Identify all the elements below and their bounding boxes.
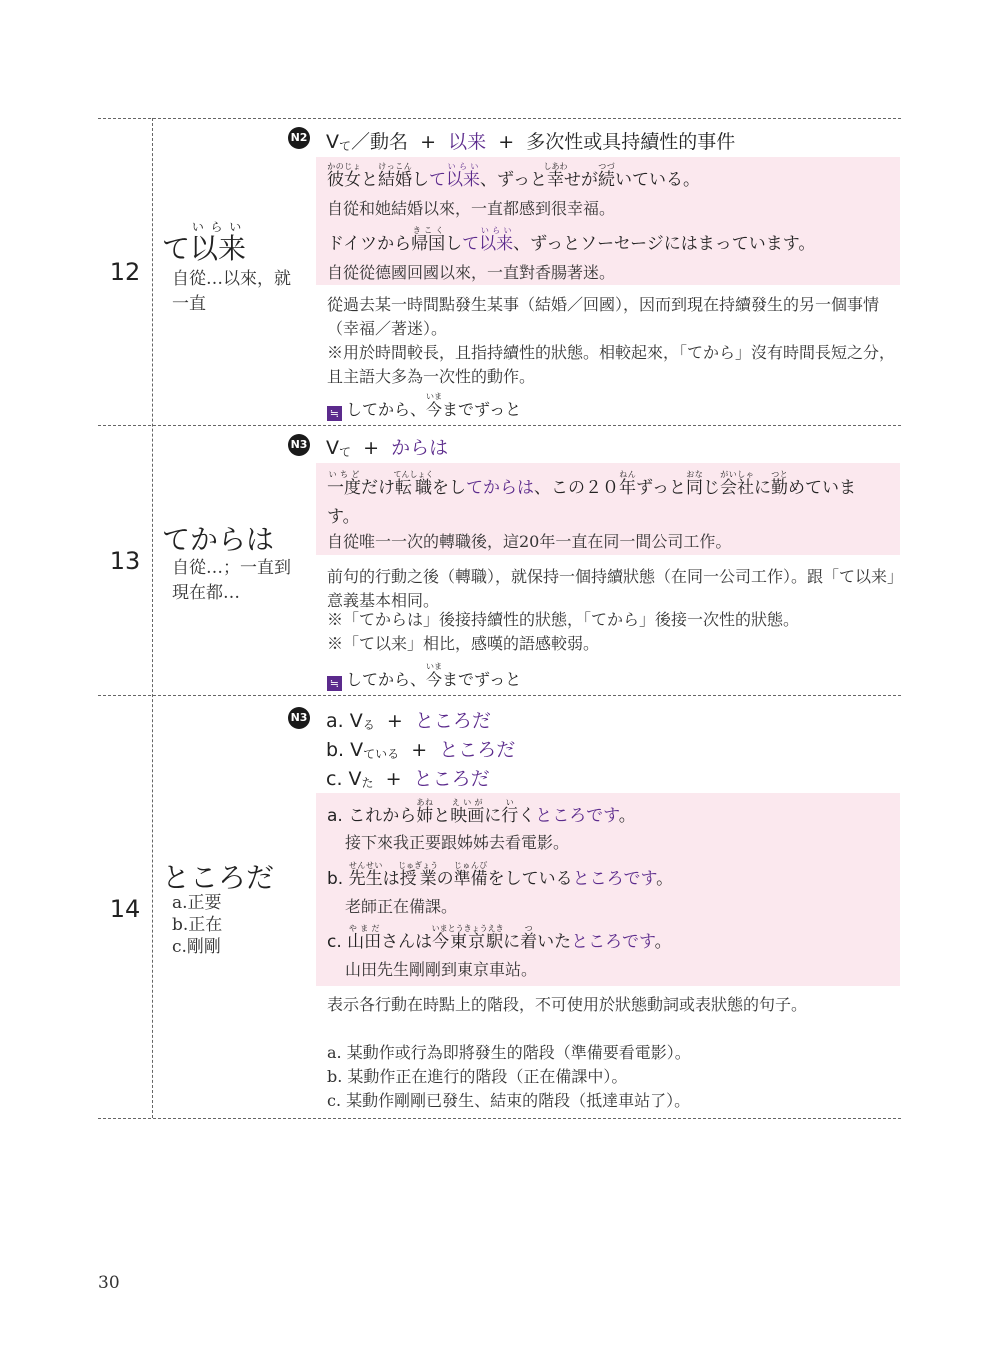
term-meaning [172,556,291,606]
level-badge: N3 [288,707,310,729]
example-sentence: 一度いちどだけ転職てんしょくをしてからは、この２０年ねんずっと同おなじ会社がいしゃに勤つとめていま [327,470,856,498]
entry-number: 12 [109,258,141,286]
example-sentence: 彼女かのじょと結婚けっこんして以来いらい、ずっと幸しあわせが続つづいている。 [327,162,700,190]
formula-tail: 多次性或具持續性的事件 [526,131,736,153]
meaning-line: a.正要 [172,893,222,913]
synonym: ≒ してから、今いままでずっと [327,662,521,691]
grammar-term: てからは [162,523,275,556]
approx-equal-icon: ≒ [327,676,342,691]
formula-noun: ／動名 [351,131,409,153]
meaning-line: b.正在 [172,915,223,935]
example-translation: 接下來我正要跟姊姊去看電影。 [345,833,570,852]
formula-verb: a. V [326,710,363,732]
example-sentence: c. 山田やまださんは今東京駅いまとうきょうえきに着ついたところです。 [327,924,672,952]
level-badge: N3 [288,434,310,456]
formula-verb-form: て [339,445,352,459]
term-prefix: て [162,232,191,265]
row-divider-13-14 [98,695,901,696]
term-kanji: 以来 [190,232,247,265]
explanation-note: ※「て以来」相比，感嘆的語感較弱。 [327,634,600,653]
formula-verb: b. V [326,739,364,761]
formula [326,433,448,460]
entry-number: 14 [109,895,141,923]
meaning-line: c.剛剛 [172,937,221,957]
formula-key: 以来 [448,131,487,153]
formula-a [326,706,491,733]
formula-key: ところだ [413,768,490,790]
explanation-note: ※「てからは」後接持續性的狀態，「てから」後接一次性的狀態。 [327,610,800,629]
example-sentence: b. 先生せんせいは授業じゅぎょうの準備じゅんびをしているところです。 [327,861,674,889]
approx-equal-icon: ≒ [327,406,342,421]
explanation-note: c. 某動作剛剛已發生、結束的階段（抵達車站了）。 [327,1091,691,1110]
explanation-note: b. 某動作正在進行的階段（正在備課中）。 [327,1067,628,1086]
row-divider-bottom [98,1118,901,1119]
example-sentence: ドイツから帰国きこくして以来いらい、ずっとソーセージにはまっています。 [327,226,816,254]
formula-verb-form: た [361,776,374,790]
example-translation: 山田先生剛剛到東京車站。 [345,960,538,979]
meaning-line: 現在都… [172,583,240,603]
formula-verb: V [326,131,339,153]
plus-sign: + [363,437,380,459]
synonym: ≒ してから、今いままでずっと [327,392,521,421]
row-divider-12-13 [98,425,901,426]
formula-verb-form: る [362,718,375,732]
plus-sign: + [385,768,402,790]
explanation-note: a. 某動作或行為即將發生的階段（準備要看電影）。 [327,1043,691,1062]
formula-b [326,735,515,762]
term-ruby: いらい [190,220,247,234]
entry-number: 13 [109,547,141,575]
explanation-note: 前句的行動之後（轉職），就保持一個持續狀態（在同一公司工作）。跟「て以来」意義基本相同。 [327,567,896,610]
meaning-line: 一直 [172,294,206,314]
formula-verb: c. V [326,768,362,790]
plus-sign: + [411,739,428,761]
grammar-term [162,220,246,267]
formula [326,127,735,154]
meaning-line: 自從…；一直到 [172,558,291,578]
level-badge: N2 [288,127,310,149]
meaning-line: 自從…以來，就 [172,269,291,289]
example-translation: 自從從德國回國以來，一直對香腸著迷。 [327,263,616,282]
example-sentence-cont: す。 [327,507,360,527]
row-divider-top [98,118,901,119]
formula-key: からは [391,437,449,459]
example-translation: 老師正在備課。 [345,897,458,916]
example-translation: 自從唯一一次的轉職後，這20年一直在同一間公司工作。 [327,532,732,551]
formula-key: ところだ [439,739,516,761]
term-meaning [172,267,291,317]
explanation-note: 從過去某一時間點發生某事（結婚／回國），因而到現在持續發生的另一個事情（幸福／著迷）。 [327,295,880,338]
plus-sign: + [498,131,515,153]
formula-verb-form: て [339,139,352,153]
explanation-note: ※用於時間較長，且指持續性的狀態。相較起來，「てから」沒有時間長短之分，且主語大多為一次性的動作。 [327,343,896,386]
page-number: 30 [98,1273,120,1293]
plus-sign: + [420,131,437,153]
plus-sign: + [386,710,403,732]
example-sentence: a. これから姉あねと映画えいがに行いくところです。 [327,798,636,826]
explanation-note: 表示各行動在時點上的階段，不可使用於狀態動詞或表狀態的句子。 [327,995,808,1014]
formula-verb: V [326,437,339,459]
term-meaning [172,892,222,958]
grammar-term: ところだ [162,861,275,894]
example-translation: 自從和她結婚以來，一直都感到很幸福。 [327,199,616,218]
formula-c [326,764,490,791]
column-divider [152,118,153,1118]
formula-verb-form: ている [363,747,400,761]
formula-key: ところだ [414,710,491,732]
